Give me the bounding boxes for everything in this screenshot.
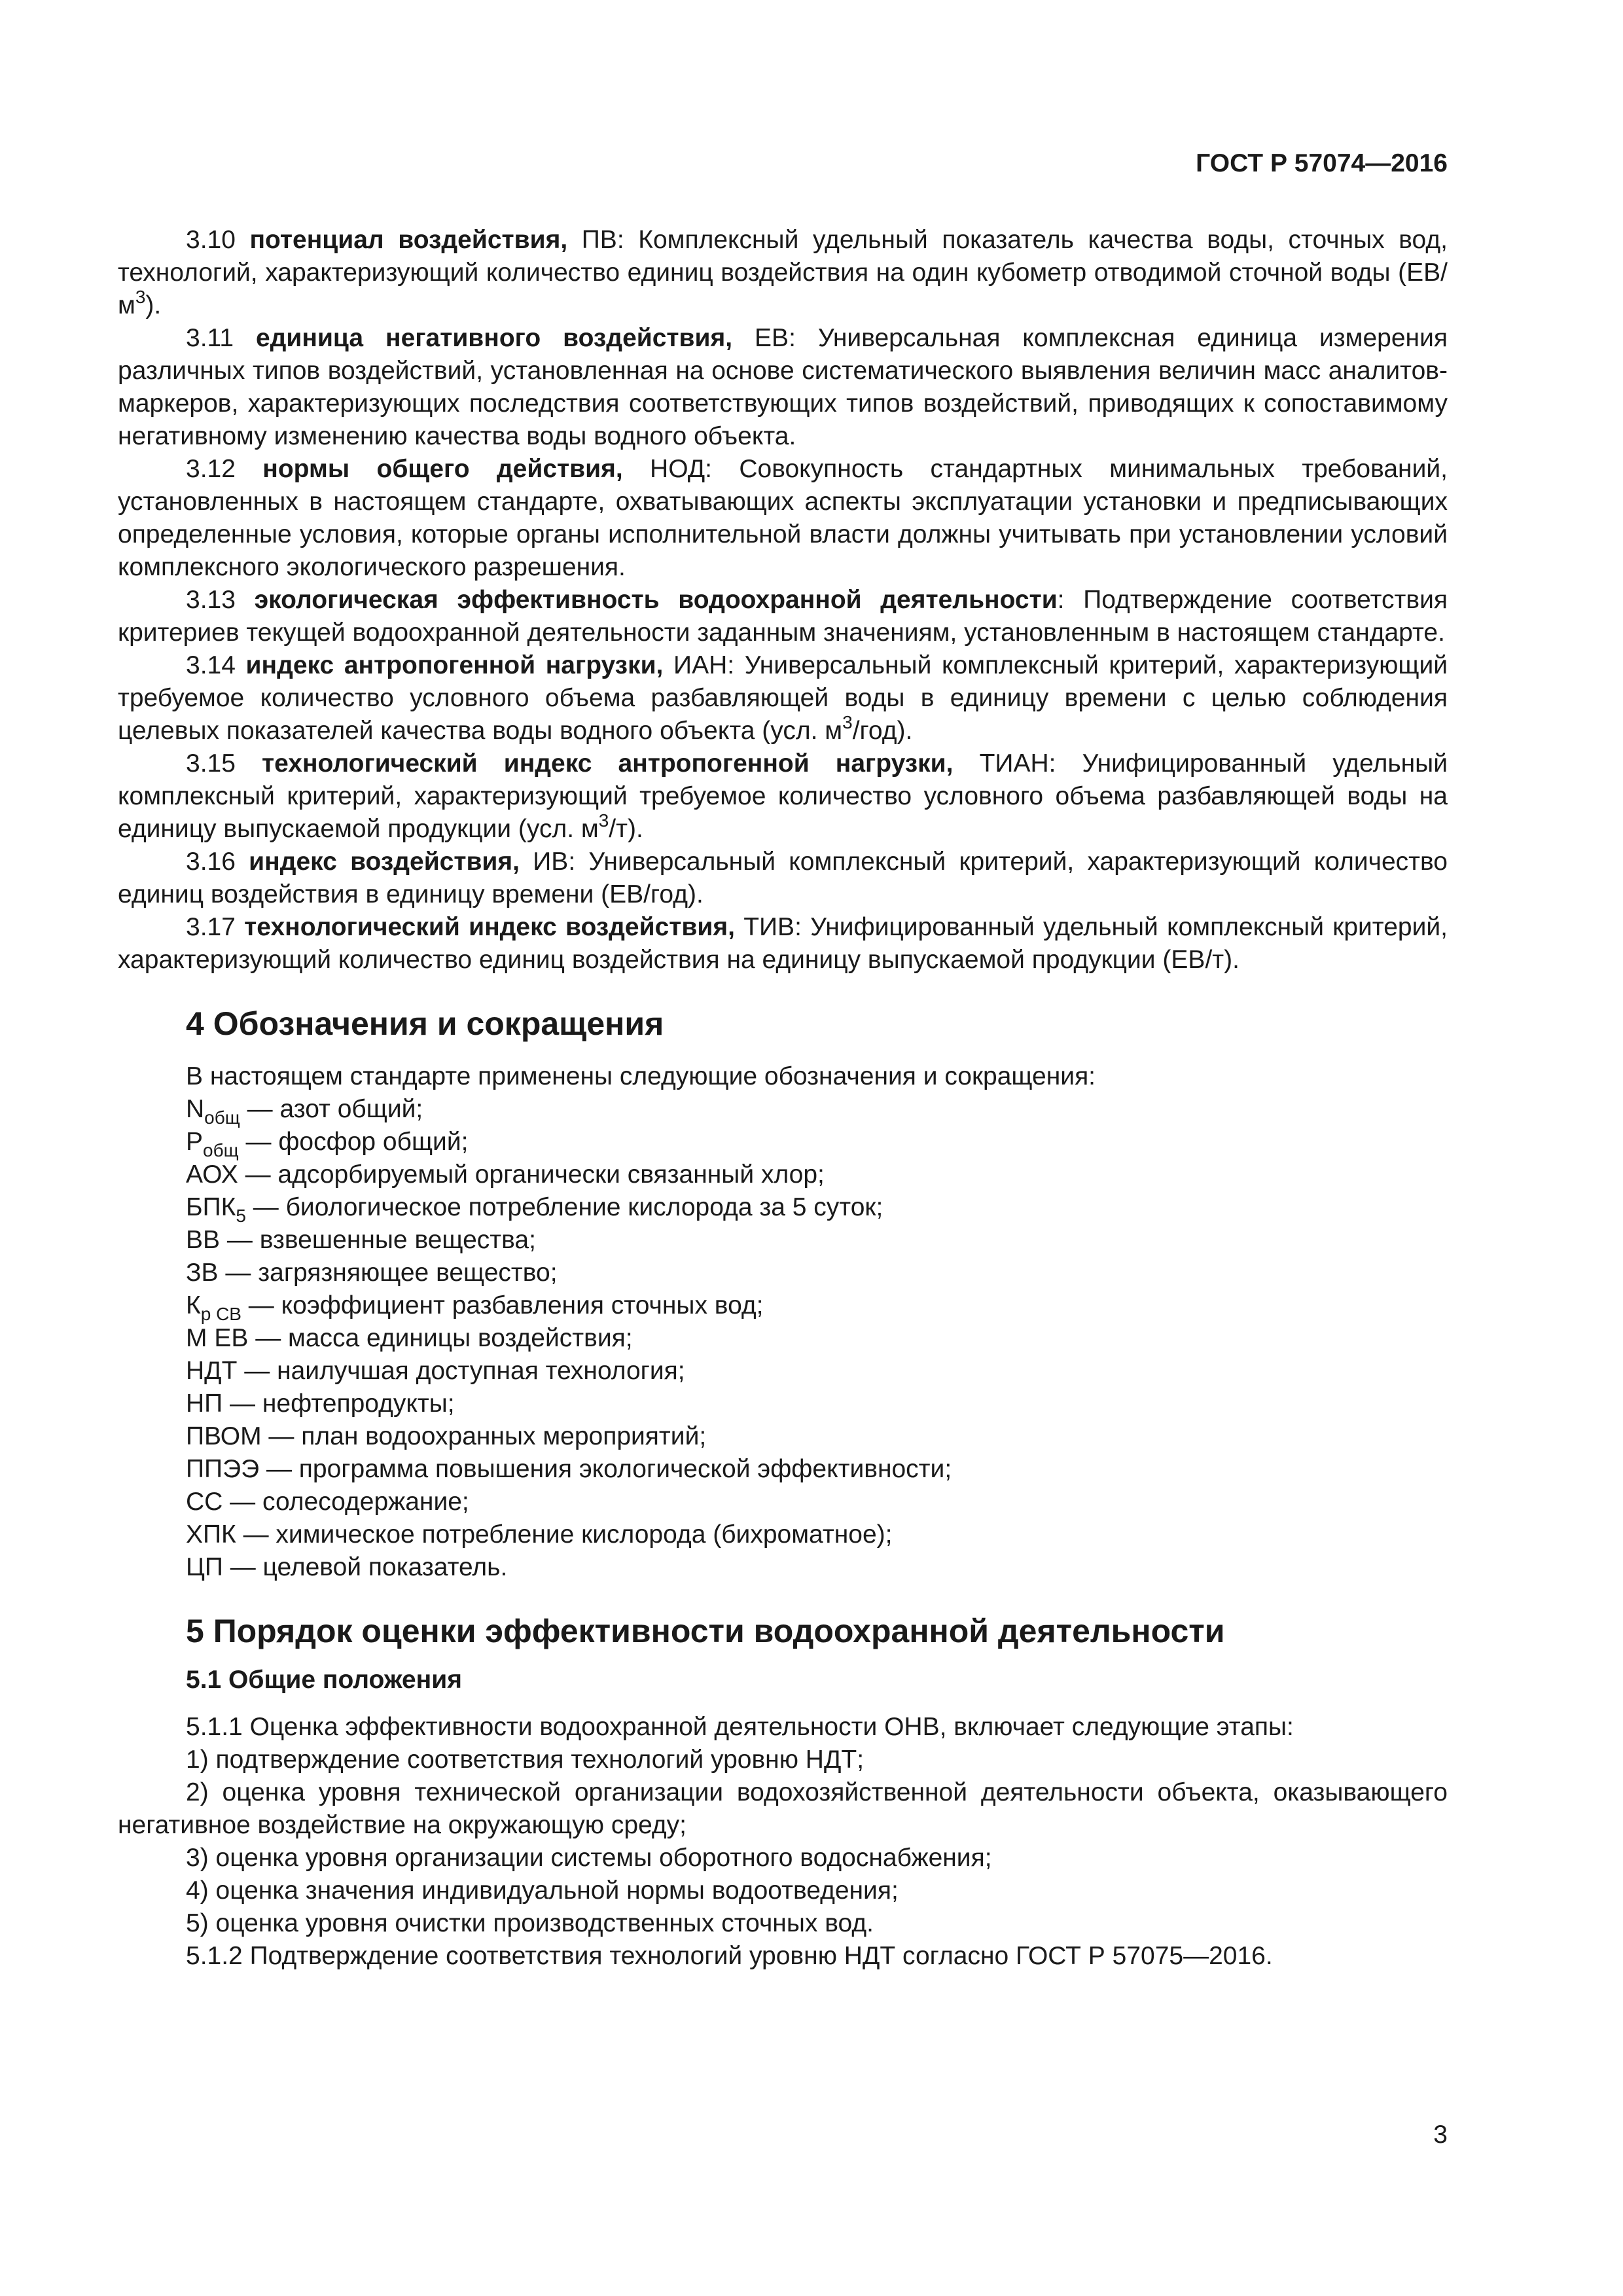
term-3-17: 3.17 технологический индекс воздействия, ТИВ: Унифицированный удельный комплексный критерий, характеризующий количество единиц воздействия на единицу выпускаемой продукции (ЕВ/т).: [118, 913, 1448, 974]
section-5-title: 5 Порядок оценки эффективности водоохранной деятельности: [186, 1613, 1225, 1649]
document-header: ГОСТ Р 57074—2016: [1196, 149, 1448, 177]
paragraph: 5.1.1 Оценка эффективности водоохранной деятельности ОНВ, включает следующие этапы:: [186, 1713, 1294, 1741]
list-item: ВВ — взвешенные вещества;: [186, 1226, 536, 1254]
list-item: НП — нефтепродукты;: [186, 1390, 455, 1418]
paragraph: 3) оценка уровня организации системы оборотного водоснабжения;: [186, 1844, 992, 1872]
list-item: $К_{р СВ}$ — коэффициент разбавления сточных вод;: [186, 1291, 764, 1324]
list-item: НДТ — наилучшая доступная технология;: [186, 1357, 685, 1385]
paragraph: 4) оценка значения индивидуальной нормы водоотведения;: [186, 1876, 899, 1905]
abbreviations-intro: В настоящем стандарте применены следующие обозначения и сокращения:: [186, 1062, 1096, 1090]
list-item: ХПК — химическое потребление кислорода (бихроматное);: [186, 1520, 893, 1549]
list-item: $N_{общ}$ — азот общий;: [186, 1095, 423, 1128]
list-item: СС — солесодержание;: [186, 1488, 469, 1516]
paragraph: 2) оценка уровня технической организации водохозяйственной деятельности объекта, оказывающего негативное воздействие на окружающую среду;: [118, 1778, 1448, 1839]
term-3-10: 3.10 потенциал воздействия, ПВ: Комплексный удельный показатель качества воды, сточных вод, технологий, характеризующий количество единиц воздействия на один кубометр отводимой сточной воды $(ЕВ/м^3)$.: [118, 226, 1448, 319]
term-3-11: 3.11 единица негативного воздействия, ЕВ: Универсальная комплексная единица измерения различных типов воздействий, установленная на основе систематического выявления величин масс аналитов-маркеров, характеризующих последствия соответствующих типов воздействий, приводящих к сопоставимому негативному изменению качества воды водного объекта.: [118, 324, 1448, 450]
abbreviations-list: [118, 1093, 1448, 1584]
paragraph: 1) подтверждение соответствия технологий уровню НДТ;: [186, 1746, 865, 1774]
term-3-16: 3.16 индекс воздействия, ИВ: Универсальный комплексный критерий, характеризующий количество единиц воздействия в единицу времени (ЕВ/год).: [118, 848, 1448, 908]
list-item: $P_{общ}$ — фосфор общий;: [186, 1128, 469, 1160]
page-number: 3: [1433, 2121, 1448, 2149]
list-item: ПВОМ — план водоохранных мероприятий;: [186, 1422, 707, 1450]
paragraph: 5.1.2 Подтверждение соответствия технологий уровню НДТ согласно ГОСТ Р 57075—2016.: [186, 1942, 1273, 1970]
section-4-title: 4 Обозначения и сокращения: [186, 1005, 664, 1042]
subsection-5-1-title: 5.1 Общие положения: [186, 1666, 462, 1694]
list-item: ЗВ — загрязняющее вещество;: [186, 1259, 558, 1287]
list-item: М ЕВ — масса единицы воздействия;: [186, 1324, 633, 1352]
list-item: ЦП — целевой показатель.: [186, 1553, 508, 1581]
page-content: [118, 224, 1448, 1973]
term-3-15: 3.15 технологический индекс антропогенной нагрузки, ТИАН: Унифицированный удельный комплексный критерий, характеризующий требуемое количество условного объема разбавляющей воды на единицу выпускаемой продукции (усл. $м^3/т$).: [118, 749, 1448, 843]
section-5-body: [118, 1711, 1448, 1973]
paragraph: 5) оценка уровня очистки производственных сточных вод.: [186, 1909, 874, 1937]
term-3-12: 3.12 нормы общего действия, НОД: Совокупность стандартных минимальных требований, установленных в настоящем стандарте, охватывающих аспекты эксплуатации установки и предписывающих определенные условия, которые органы исполнительной власти должны учитывать при установлении условий комплексного экологического разрешения.: [118, 455, 1448, 581]
term-3-14: 3.14 индекс антропогенной нагрузки, ИАН: Универсальный комплексный критерий, характеризующий требуемое количество условного объема разбавляющей воды в единицу времени с целью соблюдения целевых показателей качества воды водного объекта (усл. $м^3/год$).: [118, 651, 1448, 745]
list-item: $БПК_5$ — биологическое потребление кислорода за 5 суток;: [186, 1193, 883, 1226]
term-3-13: 3.13 экологическая эффективность водоохранной деятельности: Подтверждение соответствия критериев текущей водоохранной деятельности заданным значениям, установленным в настоящем стандарте.: [118, 586, 1448, 647]
terms-list: [118, 224, 1448, 977]
list-item: АОХ — адсорбируемый органически связанный хлор;: [186, 1160, 825, 1189]
list-item: ППЭЭ — программа повышения экологической эффективности;: [186, 1455, 952, 1483]
